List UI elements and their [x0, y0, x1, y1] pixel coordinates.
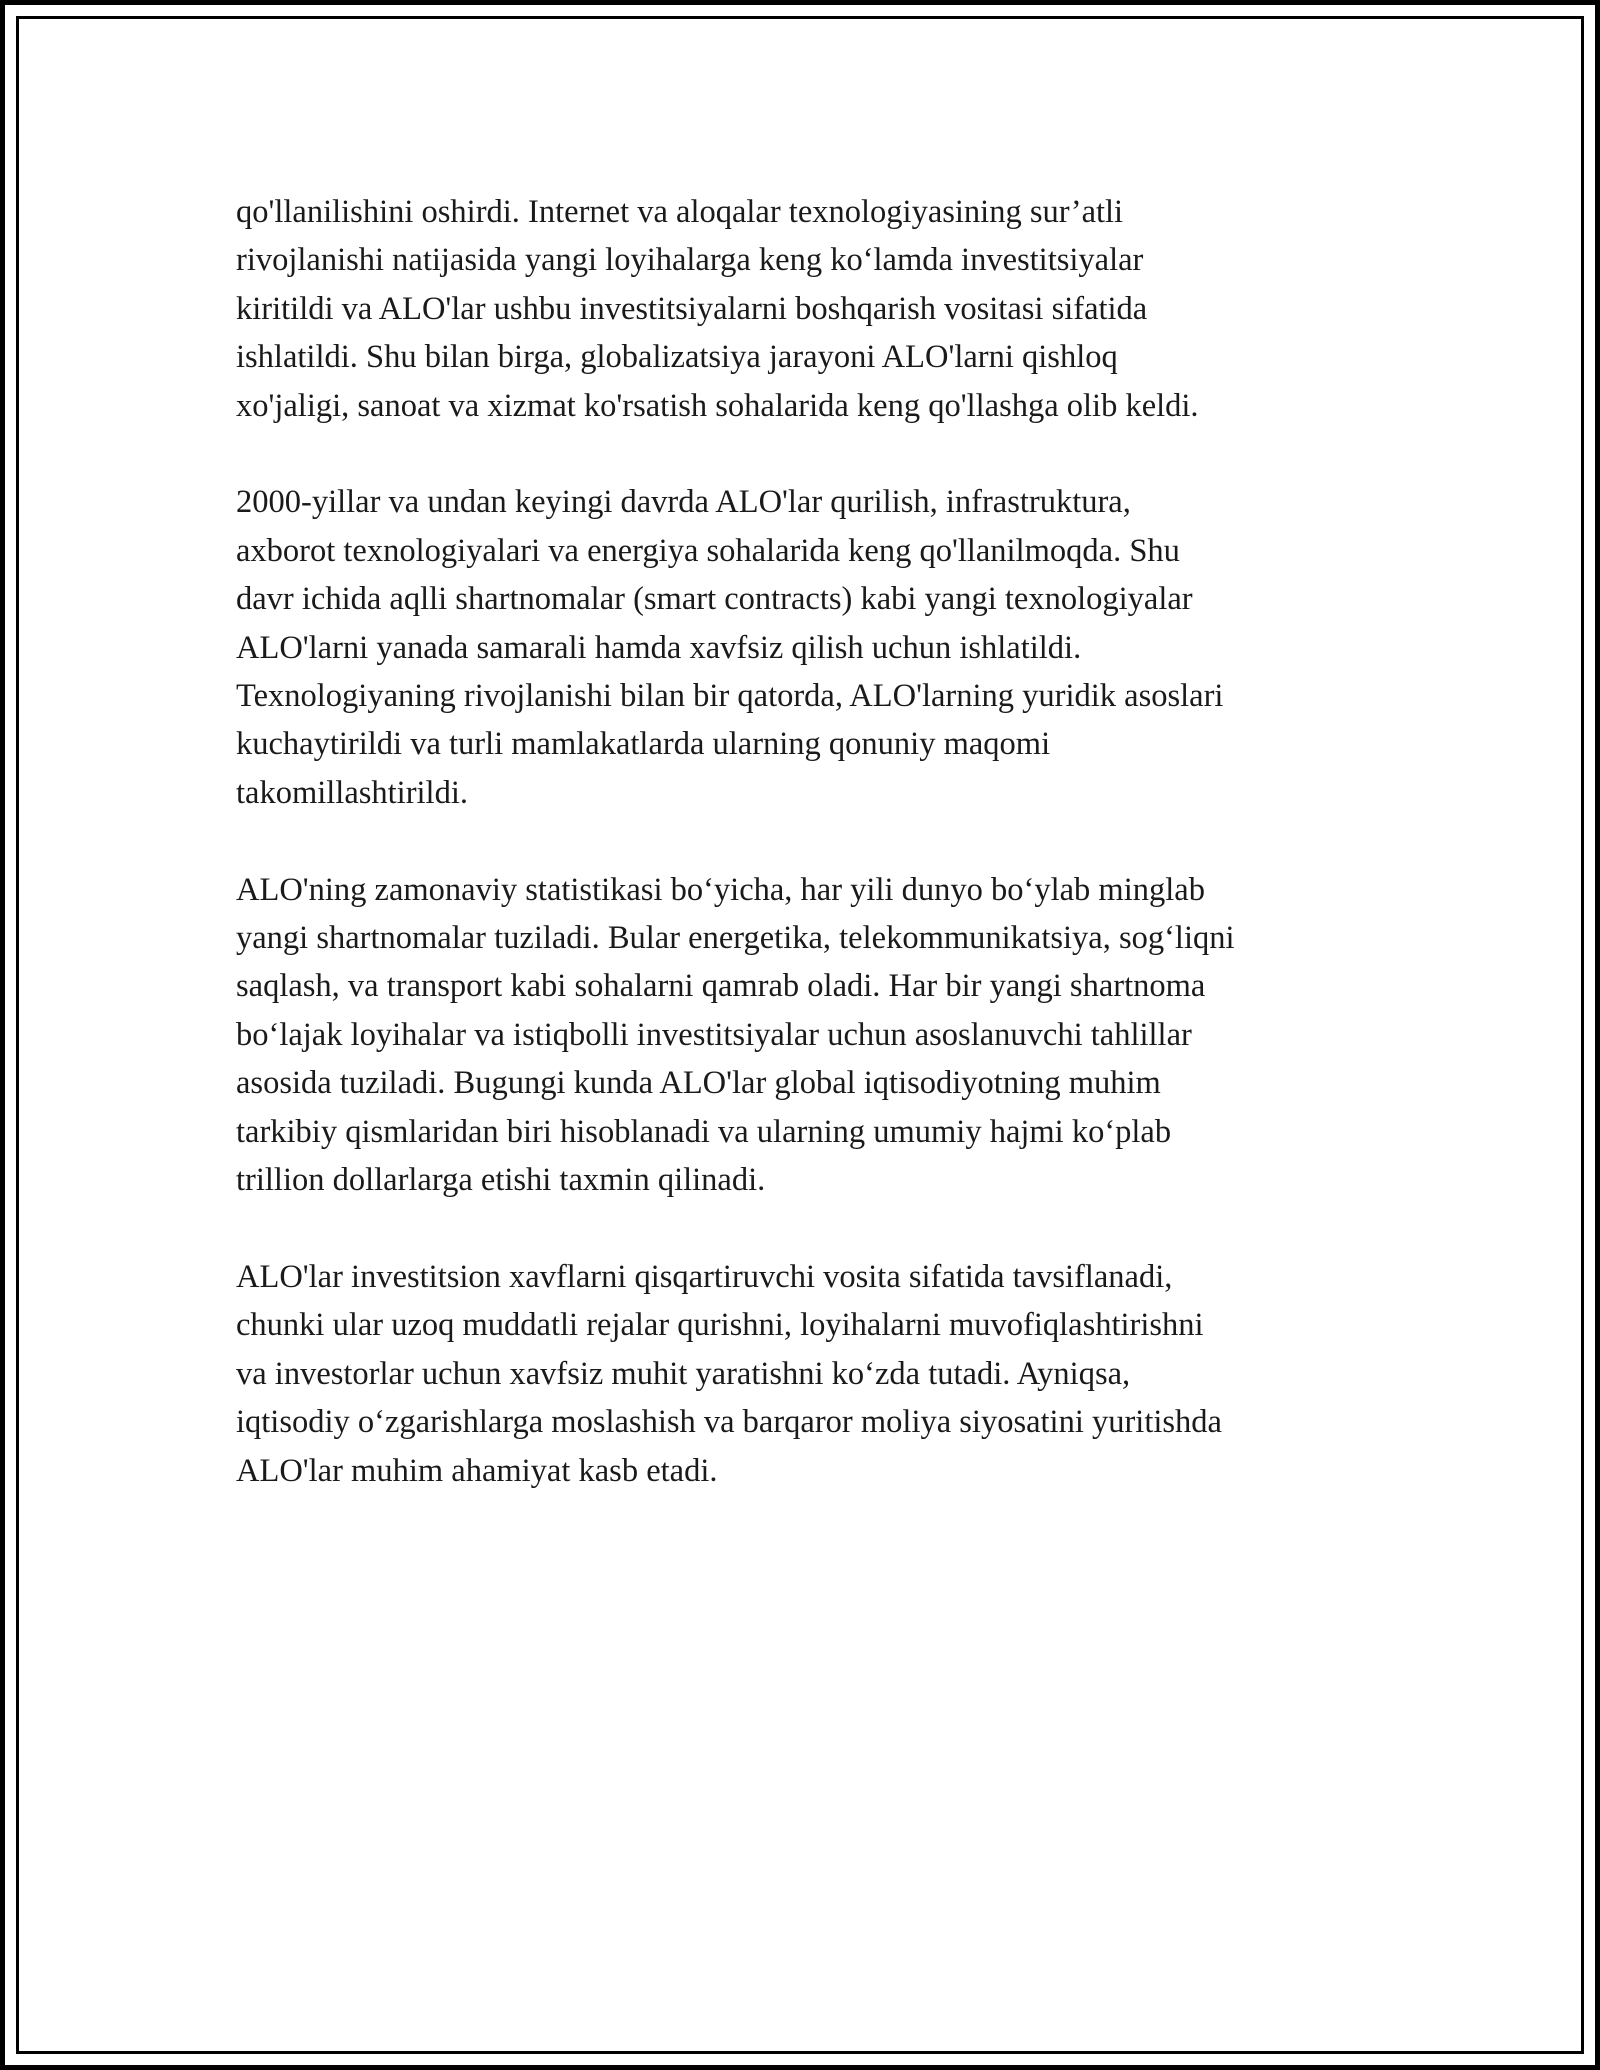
paragraph-3 [236, 866, 1386, 1205]
text-line: kuchaytirildi va turli mamlakatlarda ularning qonuniy maqomi [236, 726, 1051, 763]
text-line: kiritildi va ALO'lar ushbu investitsiyalarni boshqarish vositasi sifatida [236, 290, 1148, 327]
text-line: bo‘lajak loyihalar va istiqbolli investitsiyalar uchun asoslanuvchi tahlillar [236, 1016, 1192, 1053]
text-line: qo'llanilishini oshirdi. Internet va aloqalar texnologiyasining sur’atli [236, 194, 1124, 230]
text-line: saqlash, va transport kabi sohalarni qamrab oladi. Har bir yangi shartnoma [236, 968, 1206, 1005]
text-line: asosida tuziladi. Bugungi kunda ALO'lar global iqtisodiyotning muhim [236, 1065, 1161, 1102]
text-line: trillion dollarlarga etishi taxmin qilinadi. [236, 1162, 766, 1199]
text-line: ALO'larni yanada samarali hamda xavfsiz qilish uchun ishlatildi. [236, 629, 1082, 666]
text-line: ALO'ning zamonaviy statistikasi bo‘yicha, har yili dunyo bo‘ylab minglab [236, 871, 1205, 908]
paragraph-1 [236, 188, 1386, 430]
text-line: rivojlanishi natijasida yangi loyihalarga keng ko‘lamda investitsiyalar [236, 242, 1144, 279]
text-line: axborot texnologiyalari va energiya sohalarida keng qo'llanilmoqda. Shu [236, 532, 1180, 569]
text-line: ishlatildi. Shu bilan birga, globalizatsiya jarayoni ALO'larni qishloq [236, 339, 1118, 376]
text-line: 2000-yillar va undan keyingi davrda ALO'lar qurilish, infrastruktura, [236, 484, 1131, 521]
text-line: ALO'lar muhim ahamiyat kasb etadi. [236, 1452, 718, 1489]
text-line: chunki ular uzoq muddatli rejalar qurishni, loyihalarni muvofiqlashtirishni [236, 1307, 1204, 1344]
text-line: iqtisodiy o‘zgarishlarga moslashish va barqaror moliya siyosatini yuritishda [236, 1404, 1222, 1441]
text-line: takomillashtirildi. [236, 774, 468, 811]
text-line: xo'jaligi, sanoat va xizmat ko'rsatish sohalarida keng qo'llashga olib keldi. [236, 387, 1199, 424]
text-line: davr ichida aqlli shartnomalar (smart contracts) kabi yangi texnologiyalar [236, 581, 1193, 618]
text-line: Texnologiyaning rivojlanishi bilan bir qatorda, ALO'larning yuridik asoslari [236, 678, 1224, 715]
text-line: tarkibiy qismlaridan biri hisoblanadi va ularning umumiy hajmi ko‘plab [236, 1113, 1172, 1150]
text-line: va investorlar uchun xavfsiz muhit yaratishni ko‘zda tutadi. Ayniqsa, [236, 1355, 1131, 1392]
document-body [236, 188, 1386, 1543]
text-line: ALO'lar investitsion xavflarni qisqartiruvchi vosita sifatida tavsiflanadi, [236, 1258, 1173, 1295]
text-line: yangi shartnomalar tuziladi. Bular energetika, telekommunikatsiya, sog‘liqni [236, 920, 1235, 957]
paragraph-2 [236, 478, 1386, 817]
paragraph-4 [236, 1253, 1386, 1495]
